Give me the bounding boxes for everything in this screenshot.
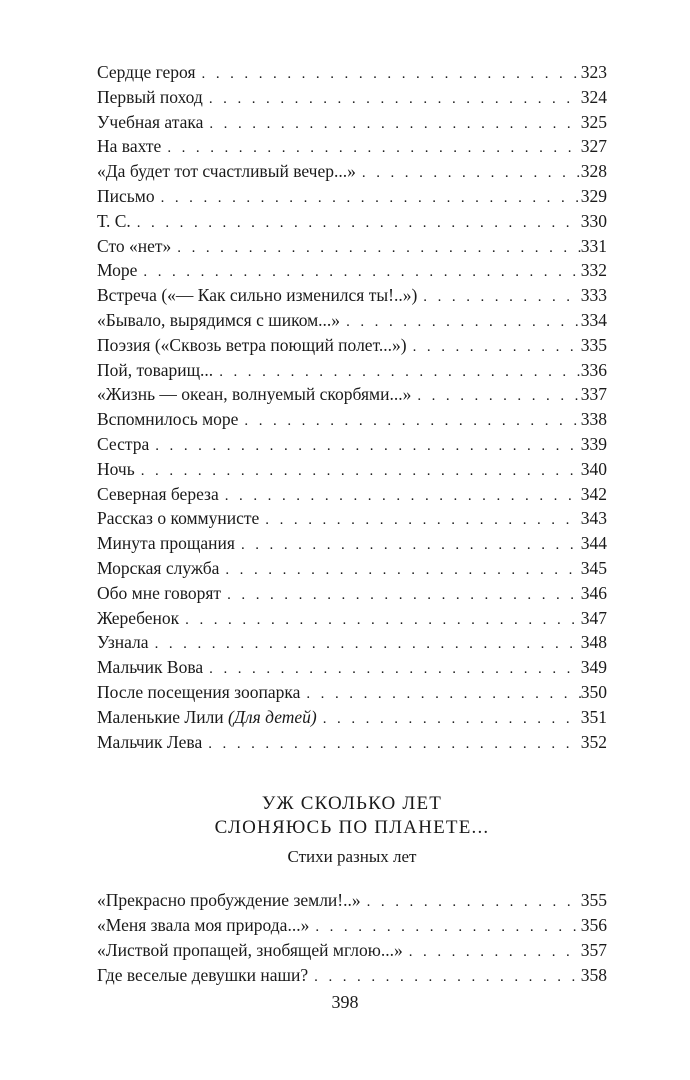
table-of-contents-page	[97, 60, 607, 988]
toc-list-first	[97, 60, 607, 754]
dot-leader	[143, 260, 580, 285]
toc-entry-title	[97, 630, 155, 655]
toc-entry-title	[97, 110, 209, 135]
toc-entry-page: 328	[580, 161, 607, 182]
toc-entry-page: 324	[580, 86, 607, 107]
toc-entry	[97, 184, 607, 209]
toc-entry-page: 325	[580, 111, 607, 132]
dot-leader	[323, 707, 581, 732]
toc-entry-page: 351	[580, 706, 607, 727]
toc-entry-title-text: Т. С.	[97, 210, 131, 231]
toc-entry-title-text: Мальчик Лева	[97, 731, 203, 752]
toc-entry-title-text: Поэзия («Сквозь ветра поющий полет...»)	[97, 334, 407, 355]
toc-entry	[97, 258, 607, 283]
dot-leader	[241, 533, 581, 558]
toc-entry-page: 343	[580, 508, 607, 529]
toc-entry-title	[97, 134, 167, 159]
toc-entry	[97, 730, 607, 755]
toc-entry-title-text: Сестра	[97, 433, 150, 454]
dot-leader	[244, 409, 580, 434]
toc-entry-title-text: На вахте	[97, 136, 162, 157]
dot-leader	[314, 965, 581, 990]
toc-entry-title	[97, 283, 423, 308]
toc-entry-title-text: «Меня звала моя природа...»	[97, 915, 310, 936]
toc-entry	[97, 159, 607, 184]
toc-entry	[97, 556, 607, 581]
toc-entry	[97, 134, 607, 159]
toc-entry-title-text: Жеребенок	[97, 607, 180, 628]
toc-entry-title	[97, 457, 141, 482]
toc-entry-title	[97, 913, 315, 938]
toc-entry-title	[97, 308, 346, 333]
toc-entry-page: 340	[580, 458, 607, 479]
dot-leader	[417, 384, 580, 409]
toc-entry	[97, 333, 607, 358]
toc-entry	[97, 506, 607, 531]
toc-entry	[97, 60, 607, 85]
dot-leader	[367, 890, 581, 915]
toc-entry	[97, 382, 607, 407]
toc-entry	[97, 963, 607, 988]
toc-entry-title-text: Маленькие Лили	[97, 706, 224, 727]
dot-leader	[315, 915, 580, 940]
toc-entry	[97, 581, 607, 606]
toc-entry-title-text: Море	[97, 260, 138, 281]
toc-entry-title	[97, 85, 209, 110]
toc-list-second	[97, 888, 607, 987]
toc-entry-title	[97, 506, 265, 531]
dot-leader	[137, 211, 581, 236]
dot-leader	[362, 161, 581, 186]
toc-entry-title	[97, 358, 219, 383]
dot-leader	[167, 136, 580, 161]
toc-entry-title	[97, 258, 143, 283]
toc-entry-title-text: Обо мне говорят	[97, 582, 222, 603]
toc-entry-title-text: Сто «нет»	[97, 235, 172, 256]
toc-entry-page: 357	[580, 939, 607, 960]
toc-entry-page: 355	[580, 890, 607, 911]
toc-entry-page: 336	[580, 359, 607, 380]
dot-leader	[208, 732, 581, 757]
toc-entry	[97, 308, 607, 333]
toc-entry-title-text: Ночь	[97, 458, 135, 479]
toc-entry-page: 331	[580, 235, 607, 256]
toc-entry	[97, 283, 607, 308]
toc-entry-title	[97, 680, 306, 705]
toc-entry	[97, 85, 607, 110]
toc-entry-page: 346	[580, 582, 607, 603]
toc-entry-title	[97, 234, 177, 259]
toc-entry-title	[97, 184, 161, 209]
toc-entry-title	[97, 531, 241, 556]
toc-entry-title-text: После посещения зоопарка	[97, 681, 301, 702]
toc-entry-title-text: Вспомнилось море	[97, 409, 239, 430]
dot-leader	[227, 583, 581, 608]
dot-leader	[185, 608, 581, 633]
toc-entry	[97, 913, 607, 938]
toc-entry-title-text: Письмо	[97, 185, 155, 206]
toc-entry	[97, 358, 607, 383]
dot-leader	[219, 360, 581, 385]
toc-entry-page: 342	[580, 483, 607, 504]
toc-entry	[97, 938, 607, 963]
toc-entry-title	[97, 556, 225, 581]
toc-entry	[97, 606, 607, 631]
toc-entry-title-text: Встреча («— Как сильно изменился ты!..»)	[97, 285, 418, 306]
toc-entry	[97, 407, 607, 432]
toc-entry-page: 327	[580, 136, 607, 157]
toc-entry	[97, 655, 607, 680]
toc-entry-title	[97, 730, 208, 755]
toc-entry-page: 338	[580, 409, 607, 430]
toc-entry-title-text: Узнала	[97, 632, 149, 653]
dot-leader	[423, 285, 580, 310]
toc-entry-title	[97, 60, 202, 85]
toc-entry	[97, 888, 607, 913]
dot-leader	[265, 508, 580, 533]
toc-entry	[97, 630, 607, 655]
section-subtitle: Стихи разных лет	[287, 847, 417, 867]
toc-entry-title-text: Сердце героя	[97, 62, 196, 82]
toc-entry-title	[97, 482, 225, 507]
toc-entry-title	[97, 382, 417, 407]
toc-entry-title-text: «Жизнь — океан, волнуемый скорбями...»	[97, 384, 412, 405]
toc-entry-page: 323	[580, 62, 607, 82]
dot-leader	[413, 335, 581, 360]
toc-entry-title-text: Мальчик Вова	[97, 657, 204, 678]
toc-entry-title	[97, 209, 137, 234]
toc-entry-title-text: Пой, товарищ...	[97, 359, 214, 380]
toc-entry-page: 335	[580, 334, 607, 355]
dot-leader	[155, 434, 581, 459]
toc-entry	[97, 705, 607, 730]
toc-entry-title-text: Рассказ о коммунисте	[97, 508, 260, 529]
toc-entry	[97, 680, 607, 705]
section-heading	[97, 792, 607, 870]
toc-entry-page: 352	[580, 731, 607, 752]
toc-entry-page: 356	[580, 915, 607, 936]
toc-entry-page: 339	[580, 433, 607, 454]
toc-entry-page: 329	[580, 185, 607, 206]
dot-leader	[155, 632, 581, 657]
section-title-line2: СЛОНЯЮСЬ ПО ПЛАНЕТЕ...	[214, 817, 490, 839]
toc-entry-title-text: Минута прощания	[97, 533, 235, 554]
dot-leader	[346, 310, 581, 335]
toc-entry-page: 344	[580, 533, 607, 554]
toc-entry-page: 358	[580, 964, 607, 985]
toc-entry-title	[97, 581, 227, 606]
dot-leader	[409, 940, 581, 965]
toc-entry	[97, 234, 607, 259]
toc-entry-page: 334	[580, 309, 607, 330]
toc-entry-page: 333	[580, 285, 607, 306]
toc-entry-note: (Для детей)	[228, 706, 317, 727]
toc-entry-page: 330	[580, 210, 607, 231]
toc-entry-page: 348	[580, 632, 607, 653]
toc-entry-title-text: Северная береза	[97, 483, 219, 504]
dot-leader	[306, 682, 580, 707]
toc-entry-title	[97, 888, 367, 913]
toc-entry-title	[97, 705, 323, 730]
toc-entry-page: 350	[580, 681, 607, 702]
toc-entry-title	[97, 963, 314, 988]
toc-entry	[97, 110, 607, 135]
toc-entry-page: 349	[580, 657, 607, 678]
dot-leader	[209, 657, 581, 682]
dot-leader	[225, 558, 580, 583]
toc-entry-title	[97, 407, 244, 432]
toc-entry-page: 347	[580, 607, 607, 628]
toc-entry	[97, 531, 607, 556]
toc-entry-page: 332	[580, 260, 607, 281]
toc-entry-title	[97, 606, 185, 631]
dot-leader	[225, 484, 581, 509]
dot-leader	[209, 112, 580, 137]
toc-entry	[97, 457, 607, 482]
toc-entry-title-text: Первый поход	[97, 86, 203, 107]
section-title-line1: УЖ СКОЛЬКО ЛЕТ	[261, 793, 443, 815]
dot-leader	[209, 87, 581, 112]
dot-leader	[141, 459, 581, 484]
toc-entry-page: 337	[580, 384, 607, 405]
toc-entry	[97, 482, 607, 507]
toc-entry-title-text: «Да будет тот счастливый вечер...»	[97, 161, 356, 182]
toc-entry	[97, 209, 607, 234]
toc-entry-title-text: «Прекрасно пробуждение земли!..»	[97, 890, 361, 911]
toc-entry-title	[97, 938, 409, 963]
toc-entry-title	[97, 655, 209, 680]
toc-entry-title-text: Где веселые девушки наши?	[97, 964, 309, 985]
toc-entry-page: 345	[580, 557, 607, 578]
page-number: 398	[331, 992, 359, 1012]
toc-entry	[97, 432, 607, 457]
toc-entry-title-text: «Листвой пропащей, знобящей мглою...»	[97, 939, 403, 960]
toc-entry-title	[97, 432, 155, 457]
toc-entry-title	[97, 333, 413, 358]
dot-leader	[202, 62, 581, 87]
toc-entry-title-text: Учебная атака	[97, 111, 204, 132]
dot-leader	[177, 236, 580, 261]
toc-entry-title	[97, 159, 362, 184]
dot-leader	[161, 186, 581, 211]
toc-entry-title-text: «Бывало, вырядимся с шиком...»	[97, 309, 341, 330]
toc-entry-title-text: Морская служба	[97, 557, 220, 578]
